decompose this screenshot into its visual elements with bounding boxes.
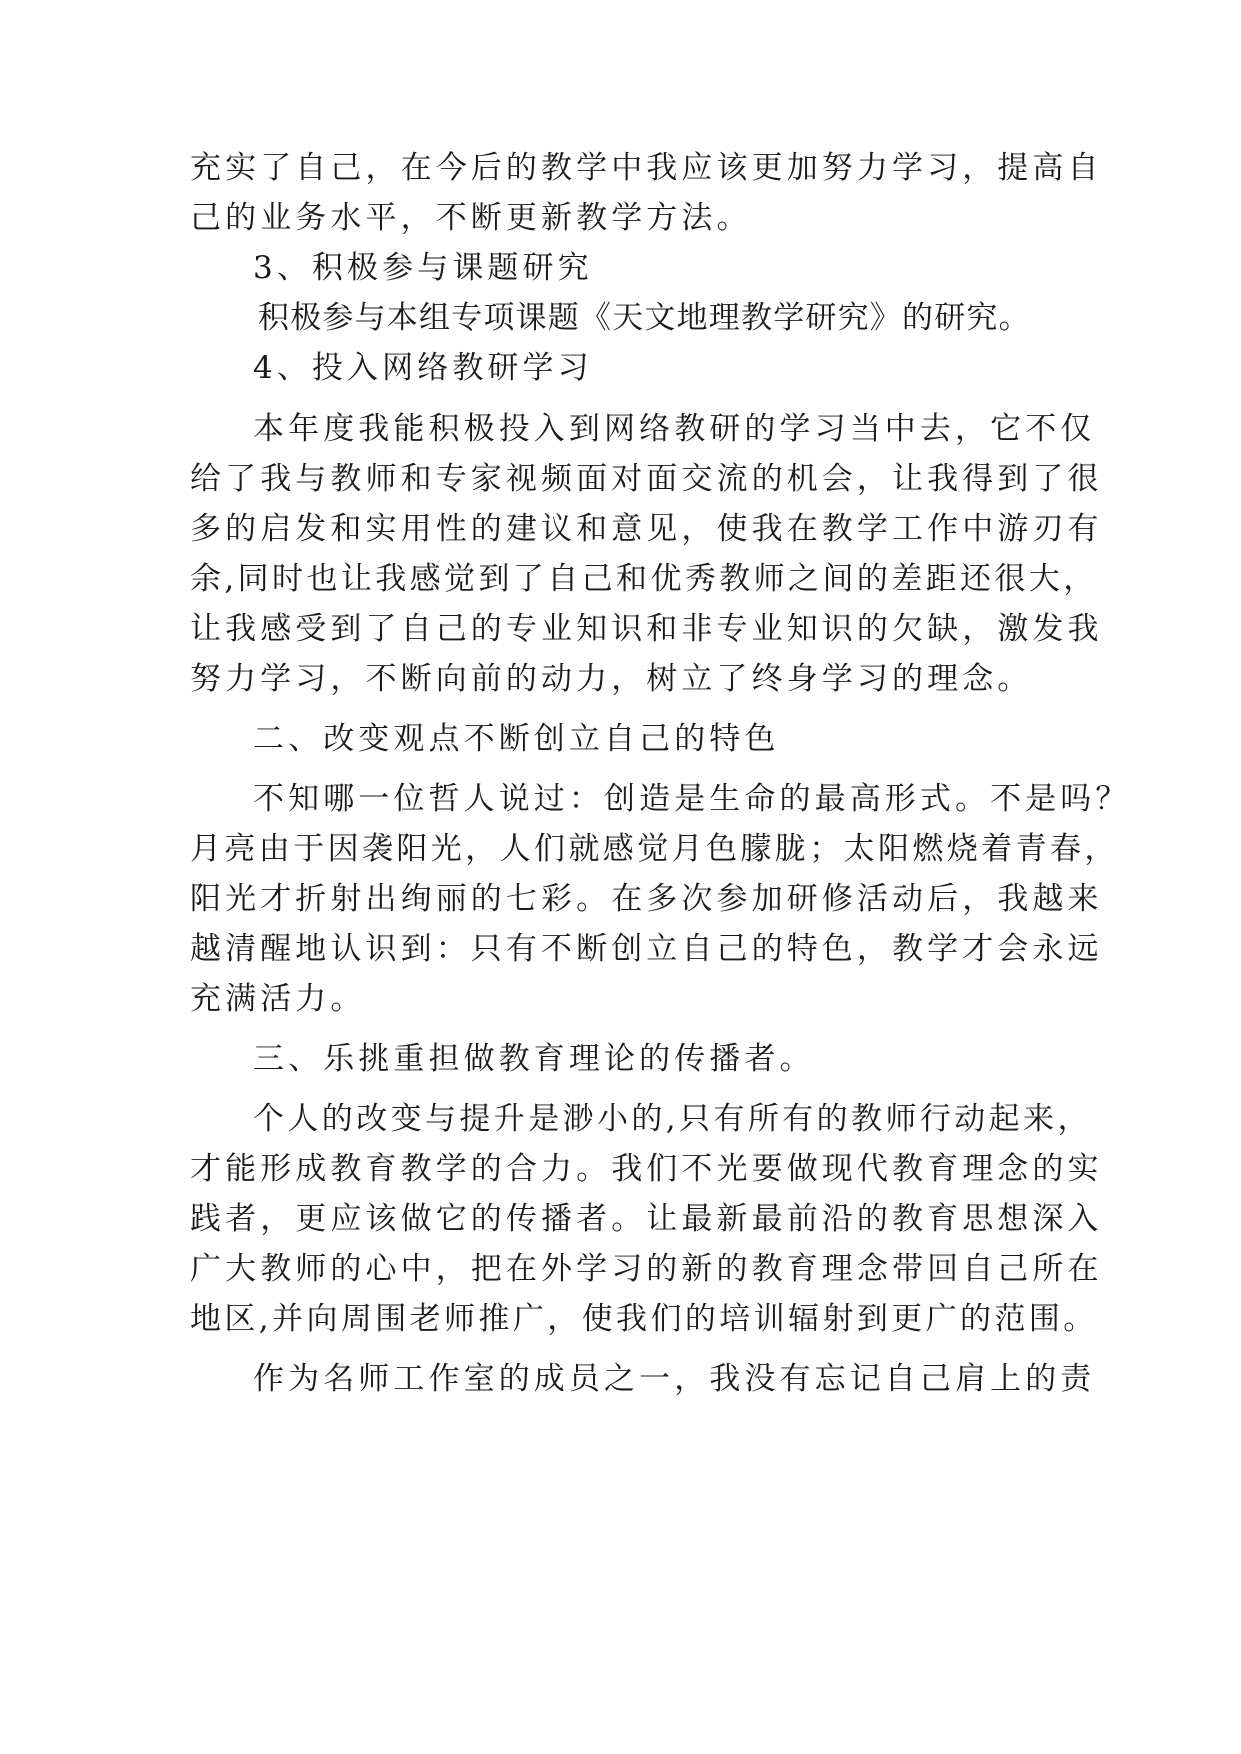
paragraph-line: 多的启发和实用性的建议和意见，使我在教学工作中游刃有	[190, 511, 1103, 547]
paragraph-line: 广大教师的心中，把在外学习的新的教育理念带回自己所在	[190, 1251, 1103, 1287]
paragraph-line: 给了我与教师和专家视频面对面交流的机会，让我得到了很	[190, 461, 1103, 497]
paragraph-line: 余,同时也让我感觉到了自己和优秀教师之间的差距还很大，	[190, 561, 1098, 597]
paragraph-line: 才能形成教育教学的合力。我们不光要做现代教育理念的实	[190, 1151, 1103, 1187]
paragraph-line: 积极参与本组专项课题《天文地理教学研究》的研究。	[258, 300, 1031, 336]
paragraph-line: 努力学习，不断向前的动力，树立了终身学习的理念。	[190, 661, 1033, 697]
paragraph-line: 充实了自己，在今后的教学中我应该更加努力学习，提高自	[190, 150, 1103, 186]
section-heading: 三、乐挑重担做教育理论的传播者。	[253, 1041, 815, 1077]
paragraph-line: 地区,并向周围老师推广，使我们的培训辐射到更广的范围。	[190, 1301, 1098, 1337]
paragraph-line: 月亮由于因袭阳光，人们就感觉月色朦胧；太阳燃烧着青春，	[190, 831, 1119, 867]
section-heading: 二、改变观点不断创立自己的特色	[253, 721, 780, 757]
paragraph-line: 作为名师工作室的成员之一，我没有忘记自己肩上的责	[253, 1361, 1096, 1397]
section-heading: 3、积极参与课题研究	[253, 250, 593, 286]
paragraph-line: 践者，更应该做它的传播者。让最新最前沿的教育思想深入	[190, 1201, 1103, 1237]
paragraph-line: 让我感受到了自己的专业知识和非专业知识的欠缺，激发我	[190, 611, 1103, 647]
paragraph-line: 充满活力。	[190, 981, 366, 1017]
paragraph-line: 己的业务水平，不断更新教学方法。	[190, 200, 752, 236]
section-heading: 4、投入网络教研学习	[253, 350, 593, 386]
paragraph-line: 本年度我能积极投入到网络教研的学习当中去，它不仅	[253, 411, 1096, 447]
paragraph-line: 越清醒地认识到：只有不断创立自己的特色，教学才会永远	[190, 931, 1103, 967]
paragraph-line: 不知哪一位哲人说过：创造是生命的最高形式。不是吗？	[253, 781, 1131, 817]
paragraph-line: 个人的改变与提升是渺小的,只有所有的教师行动起来，	[253, 1101, 1092, 1137]
paragraph-line: 阳光才折射出绚丽的七彩。在多次参加研修活动后，我越来	[190, 881, 1103, 917]
